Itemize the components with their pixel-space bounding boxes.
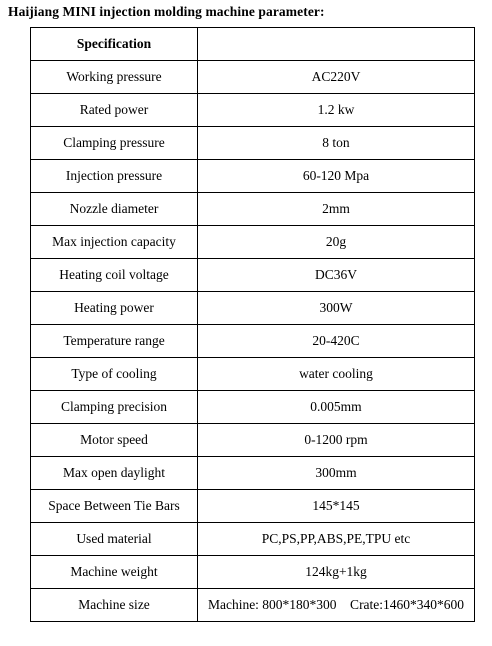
spec-label-cell: Type of cooling [31, 358, 198, 391]
table-row [31, 457, 475, 490]
table-row [31, 160, 475, 193]
spec-value-cell: 300W [198, 292, 475, 325]
spec-label-cell: Nozzle diameter [31, 193, 198, 226]
spec-value-cell: 20-420C [198, 325, 475, 358]
table-row [31, 358, 475, 391]
table-row [31, 259, 475, 292]
table-row [31, 589, 475, 622]
header-value-cell [198, 28, 475, 61]
spec-label-cell: Motor speed [31, 424, 198, 457]
spec-value-cell: water cooling [198, 358, 475, 391]
table-row [31, 193, 475, 226]
table-row [31, 523, 475, 556]
spec-label-cell: Max open daylight [31, 457, 198, 490]
spec-value-cell: AC220V [198, 61, 475, 94]
spec-value-cell: DC36V [198, 259, 475, 292]
specification-table-body [31, 28, 475, 622]
spec-label-cell: Space Between Tie Bars [31, 490, 198, 523]
table-header-row [31, 28, 475, 61]
spec-value-cell: 300mm [198, 457, 475, 490]
table-row [31, 127, 475, 160]
specification-table [30, 27, 475, 622]
spec-label-cell: Temperature range [31, 325, 198, 358]
table-row [31, 490, 475, 523]
table-row [31, 556, 475, 589]
document-title: Haijiang MINI injection molding machine parameter: [8, 4, 325, 19]
spec-label-cell: Machine size [31, 589, 198, 622]
spec-label-cell: Heating power [31, 292, 198, 325]
spec-label-cell: Clamping precision [31, 391, 198, 424]
spec-label-cell: Clamping pressure [31, 127, 198, 160]
spec-label-cell: Working pressure [31, 61, 198, 94]
spec-value-cell: Machine: 800*180*300 Crate:1460*340*600 [198, 589, 475, 622]
spec-value-cell: 145*145 [198, 490, 475, 523]
spec-value-cell: 8 ton [198, 127, 475, 160]
spec-value-cell: 60-120 Mpa [198, 160, 475, 193]
spec-label-cell: Machine weight [31, 556, 198, 589]
spec-value-cell: 1.2 kw [198, 94, 475, 127]
spec-label-cell: Heating coil voltage [31, 259, 198, 292]
table-row [31, 226, 475, 259]
spec-label-cell: Max injection capacity [31, 226, 198, 259]
table-row [31, 325, 475, 358]
spec-value-cell: 124kg+1kg [198, 556, 475, 589]
spec-value-cell: 0.005mm [198, 391, 475, 424]
table-row [31, 424, 475, 457]
spec-label-cell: Used material [31, 523, 198, 556]
table-row [31, 61, 475, 94]
spec-value-cell: 2mm [198, 193, 475, 226]
spec-value-cell: 0-1200 rpm [198, 424, 475, 457]
table-row [31, 292, 475, 325]
spec-value-cell: 20g [198, 226, 475, 259]
table-row [31, 94, 475, 127]
table-row [31, 391, 475, 424]
spec-value-cell: PC,PS,PP,ABS,PE,TPU etc [198, 523, 475, 556]
spec-label-cell: Rated power [31, 94, 198, 127]
spec-label-cell: Injection pressure [31, 160, 198, 193]
header-label-cell: Specification [31, 28, 198, 61]
